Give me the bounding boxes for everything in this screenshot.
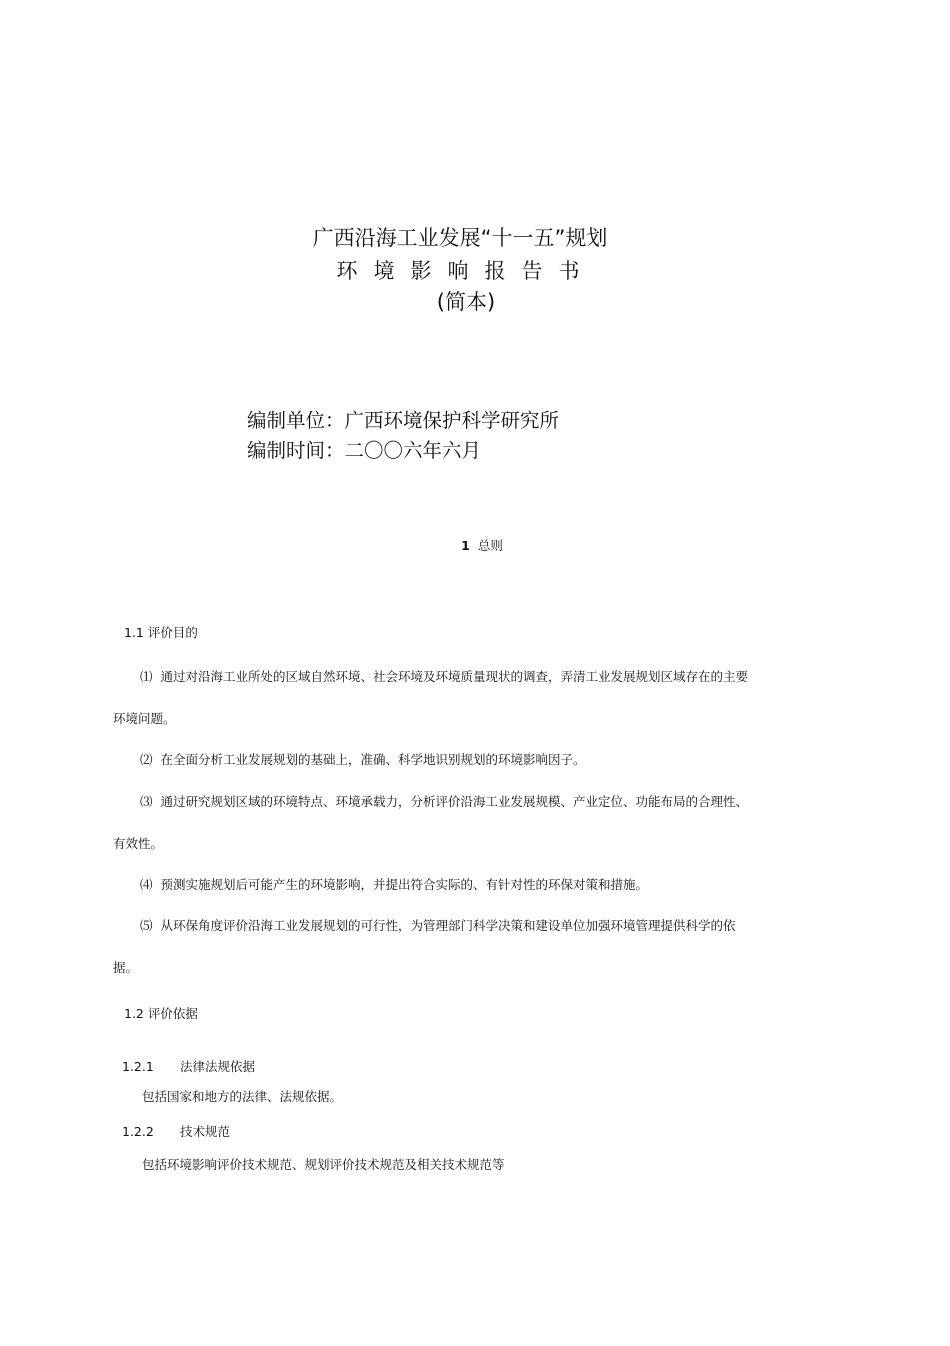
item-text: 从环保角度评价沿海工业发展规划的可行性，为管理部门科学决策和建设单位加强环境管理提供科学的依 <box>160 918 736 933</box>
subsection-heading-1-2-2 <box>122 1122 230 1140</box>
item-text: 在全面分析工业发展规划的基础上，准确、科学地识别规划的环境影响因子。 <box>160 752 586 767</box>
subsection-heading-1-2: 1.2 评价依据 <box>124 1006 198 1021</box>
document-subtitle: 环境影响报告书 <box>336 259 596 283</box>
document-edition: (简本) <box>436 290 496 314</box>
subsection-number: 1.2.2 <box>122 1124 154 1139</box>
compiling-date: 编制时间：二〇〇六年六月 <box>247 439 482 462</box>
section-title: 总则 <box>477 538 503 553</box>
paragraph-1-2-2: 包括环境影响评价技术规范、规划评价技术规范及相关技术规范等 <box>142 1157 505 1172</box>
item-marker: ⑶ <box>140 794 153 809</box>
document-title: 广西沿海工业发展“十一五”规划 <box>312 226 608 250</box>
section-heading <box>0 536 950 554</box>
subsection-title: 法律法规依据 <box>180 1059 256 1074</box>
item-text: 通过研究规划区域的环境特点、环境承载力，分析评价沿海工业发展规模、产业定位、功能布局的合理性、 <box>160 794 749 809</box>
item-marker: ⑴ <box>140 669 153 684</box>
list-item-5 <box>140 916 736 934</box>
list-item-3 <box>140 792 748 810</box>
item-marker: ⑷ <box>140 877 153 892</box>
compiling-unit: 编制单位：广西环境保护科学研究所 <box>247 409 560 432</box>
subsection-title: 技术规范 <box>180 1124 231 1139</box>
list-item-1-continued: 环境问题。 <box>113 711 176 726</box>
list-item-1 <box>140 667 748 685</box>
item-text: 预测实施规划后可能产生的环境影响，并提出符合实际的、有针对性的环保对策和措施。 <box>160 877 649 892</box>
section-number: 1 <box>461 538 470 553</box>
subsection-heading-1-2-1 <box>122 1057 255 1075</box>
item-text: 通过对沿海工业所处的区域自然环境、社会环境及环境质量现状的调查，弄清工业发展规划区域存在的主要 <box>160 669 749 684</box>
list-item-5-continued: 据。 <box>113 960 139 975</box>
paragraph-1-2-1: 包括国家和地方的法律、法规依据。 <box>142 1089 343 1104</box>
list-item-2 <box>140 750 586 768</box>
subsection-number: 1.2.1 <box>122 1059 154 1074</box>
list-item-3-continued: 有效性。 <box>113 836 164 851</box>
item-marker: ⑸ <box>140 918 153 933</box>
subsection-heading-1-1: 1.1 评价目的 <box>124 625 198 640</box>
item-marker: ⑵ <box>140 752 153 767</box>
list-item-4 <box>140 875 648 893</box>
